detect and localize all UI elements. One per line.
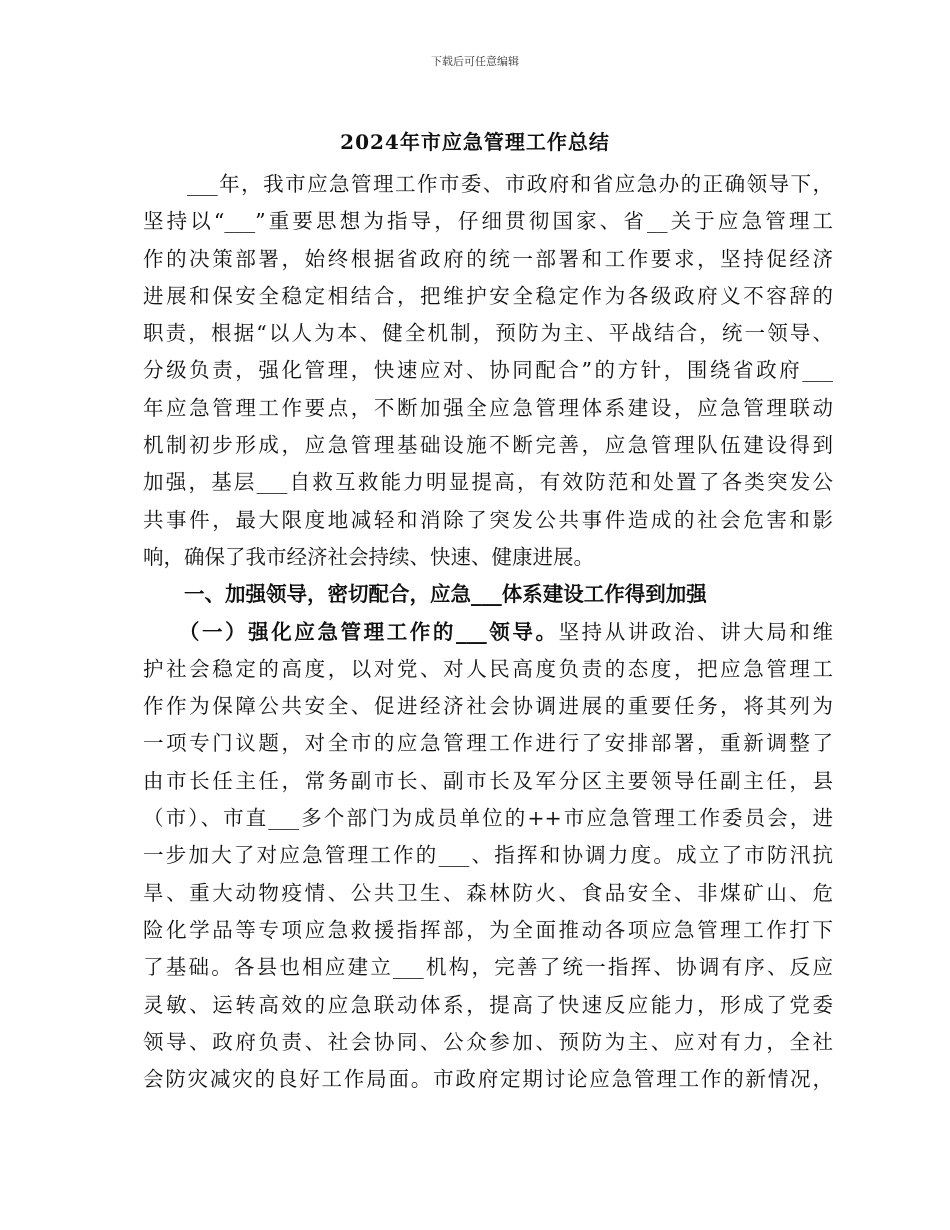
body-line: 了基础。各县也相应建立___机构，完善了统一指挥、协调有序、反应	[143, 955, 833, 980]
body-line: 险化学品等专项应急救援指挥部，为全面推动各项应急管理工作打下	[143, 917, 833, 942]
body-line: 作的决策部署，始终根据省政府的统一部署和工作要求，坚持促经济	[143, 246, 833, 271]
document-body	[143, 166, 833, 1098]
body-line: 会防灾减灾的良好工作局面。市政府定期讨论应急管理工作的新情况，	[143, 1067, 833, 1092]
page-header: 下载后可任意编辑	[431, 55, 519, 68]
body-line: 一项专门议题，对全市的应急管理工作进行了安排部署，重新调整了	[143, 731, 833, 756]
body-line: （市）、市直___多个部门为成员单位的++市应急管理工作委员会，进	[143, 806, 833, 831]
subsection-heading: （一）强化应急管理工作的___领导。	[143, 619, 559, 644]
body-line: 领导、政府负责、社会协同、公众参加、预防为主、应对有力，全社	[143, 1029, 833, 1054]
body-line: 分级负责，强化管理，快速应对、协同配合”的方针，围绕省政府___	[143, 358, 833, 383]
body-line: 一步加大了对应急管理工作的___、指挥和协调力度。成立了市防汛抗	[143, 843, 833, 868]
body-line: 年应急管理工作要点，不断加强全应急管理体系建设，应急管理联动	[143, 395, 833, 420]
body-line: 职责，根据“以人为本、健全机制，预防为主、平战结合，统一领导、	[143, 321, 833, 346]
body-line: 灵敏、运转高效的应急联动体系，提高了快速反应能力，形成了党委	[143, 992, 833, 1017]
subsection-text: 坚持从讲政治、讲大局和维	[558, 619, 834, 644]
body-line: 机制初步形成，应急管理基础设施不断完善，应急管理队伍建设得到	[143, 433, 833, 458]
document-title: 2024年市应急管理工作总结	[340, 130, 610, 154]
body-line: ___年，我市应急管理工作市委、市政府和省应急办的正确领导下，	[143, 172, 833, 196]
body-line: 加强，基层___自救互救能力明显提高，有效防范和处置了各类突发公	[143, 470, 833, 495]
body-line: 旱、重大动物疫情、公共卫生、森林防火、食品安全、非煤矿山、危	[143, 880, 833, 905]
body-line: 护社会稳定的高度，以对党、对人民高度负责的态度，把应急管理工	[143, 656, 833, 681]
body-line: 由市长任主任，常务副市长、副市长及军分区主要领导任副主任，县	[143, 768, 833, 793]
body-line: 坚持以“___”重要思想为指导，仔细贯彻国家、省__关于应急管理工	[143, 209, 833, 234]
subsection-first-line	[143, 614, 833, 651]
body-line: 作作为保障公共安全、促进经济社会协调进展的重要任务，将其列为	[143, 694, 833, 719]
section-heading: 一、加强领导，密切配合，应急___体系建设工作得到加强	[143, 582, 707, 607]
body-line: 共事件，最大限度地减轻和消除了突发公共事件造成的社会危害和影	[143, 507, 833, 532]
body-line: 响，确保了我市经济社会持续、快速、健康进展。	[143, 544, 594, 569]
body-line: 进展和保安全稳定相结合，把维护安全稳定作为各级政府义不容辞的	[143, 283, 833, 308]
